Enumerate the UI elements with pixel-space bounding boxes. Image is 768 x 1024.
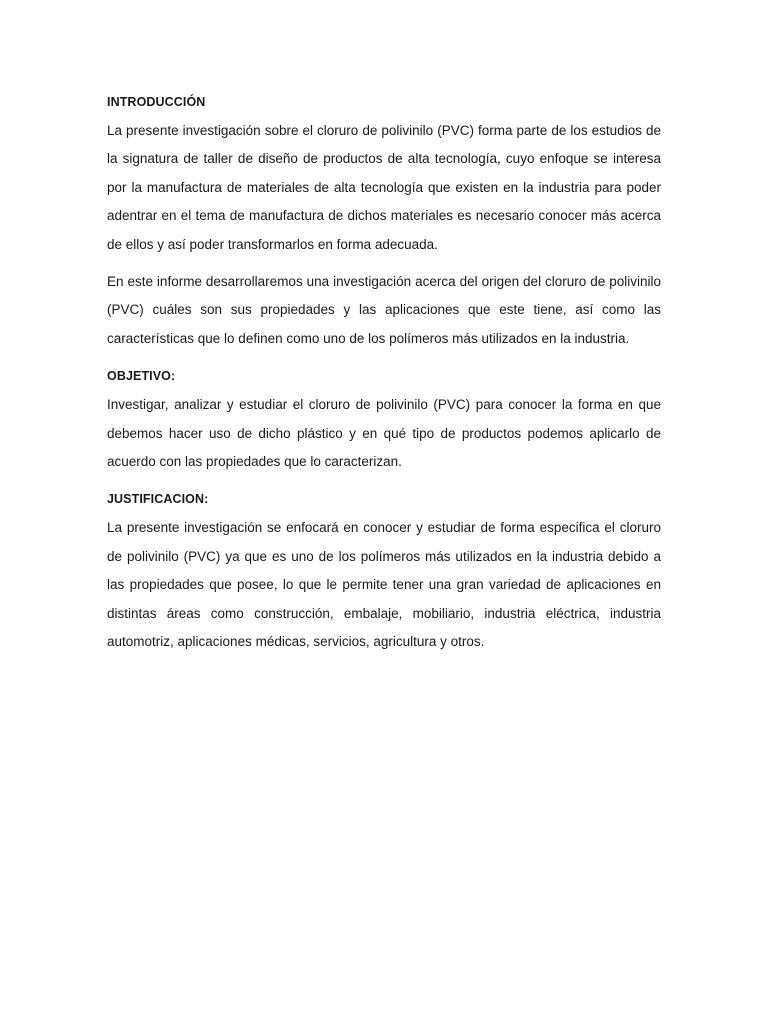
section-heading-introduccion: INTRODUCCIÓN [107,95,206,109]
paragraph-introduccion-2: En este informe desarrollaremos una investigación acerca del origen del cloruro de polivinilo (PVC) cuáles son sus propiedades y las aplicaciones que este tiene, así como las características que lo definen como uno de los polímeros más utilizados en la industria. [107,274,661,346]
paragraph-introduccion-1: La presente investigación sobre el cloruro de polivinilo (PVC) forma parte de los estudios de la signatura de taller de diseño de productos de alta tecnología, cuyo enfoque se interesa por la manufactura de materiales de alta tecnología que existen en la industria para poder adentrar en el tema de manufactura de dichos materiales es necesario conocer más acerca de ellos y así poder transformarlos en forma adecuada. [107,123,661,252]
section-heading-objetivo: OBJETIVO: [107,369,176,384]
paragraph-objetivo: Investigar, analizar y estudiar el cloruro de polivinilo (PVC) para conocer la forma en que debemos hacer uso de dicho plástico y en qué tipo de productos podemos aplicarlo de acuerdo con las propiedades que lo caracterizan. [107,397,661,470]
section-heading-justificacion: JUSTIFICACION: [107,492,209,507]
document-page [107,88,661,657]
paragraph-justificacion: La presente investigación se enfocará en conocer y estudiar de forma especifica el cloruro de polivinilo (PVC) ya que es uno de los polímeros más utilizados en la industria debido a las propiedades que posee, lo que le permite tener una gran variedad de aplicaciones en distintas áreas como construcción, embalaje, mobiliario, industria eléctrica, industria automotriz, aplicaciones médicas, servicios, agricultura y otros. [107,520,661,650]
